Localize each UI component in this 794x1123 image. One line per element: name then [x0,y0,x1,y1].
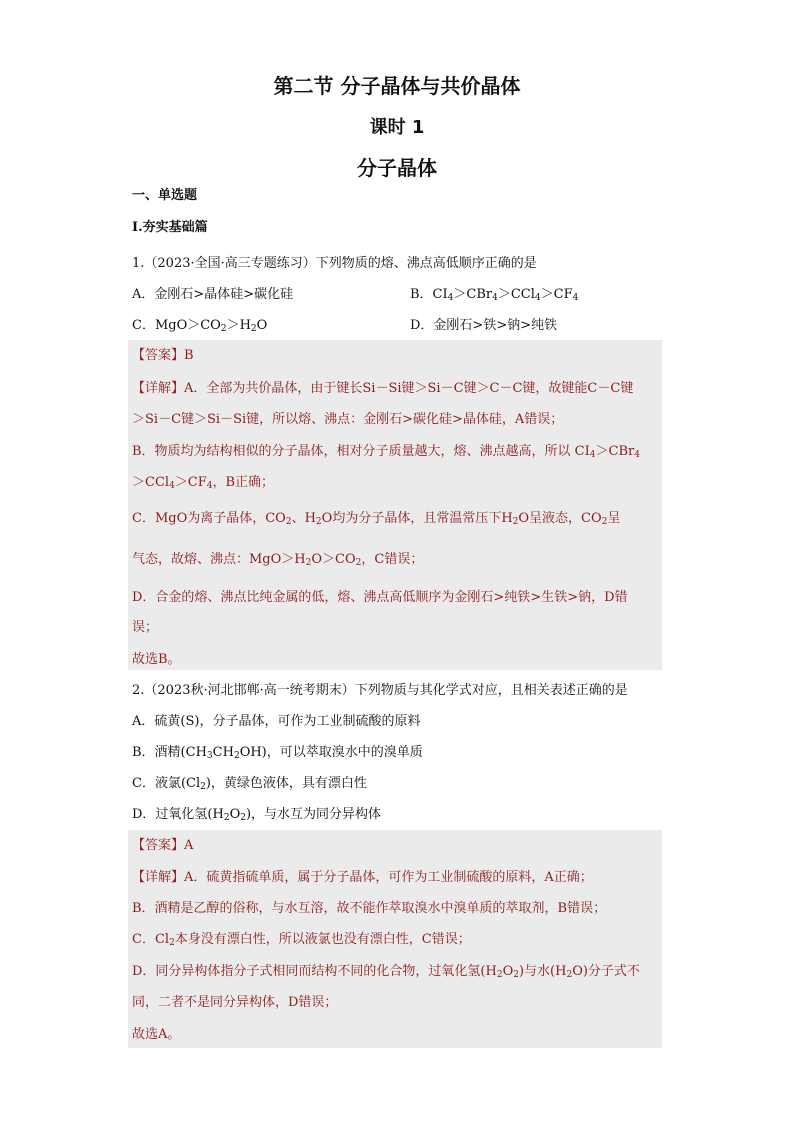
section-heading: 一、单选题 [132,188,198,203]
q1-detail-5: C．MgO为离子晶体，$CO_2$、$H_2O$均为分子晶体，且常温常压下$H_2O$呈液态，$CO_2$呈 [132,511,621,527]
q1-detail-2: ＞Si－C键＞Si－Si键，所以熔、沸点：金刚石>碳化硅>晶体硅，A错误； [132,412,564,427]
q2-option-b: B．酒精$(CH_3CH_2OH)$，可以萃取溴水中的溴单质 [132,745,423,761]
q1-option-d: D．金刚石>铁>钠>纯铁 [410,318,558,333]
q2-detail-2: B．酒精是乙醇的俗称，与水互溶，故不能作萃取溴水中溴单质的萃取剂，B错误； [132,901,607,916]
q1-detail-8: 误； [132,620,159,635]
q2-conclusion: 故选A。 [132,1027,181,1042]
q1-detail-4: $>CCl_4>CF_4$，B正确； [132,475,275,491]
q2-stem: 2.（2023秋·河北邯郸·高一统考期末）下列物质与其化学式对应，且相关表述正确的是 [132,683,628,698]
detail-tag: 【详解】 [132,381,185,396]
q1-detail-3: B．物质均为结构相似的分子晶体，相对分子质量越大，熔、沸点越高，所以 $CI_4>CBr_4$ [132,444,640,460]
q2-option-a: A．硫黄(S)，分子晶体，可作为工业制硫酸的原料 [132,714,421,729]
topic-title: 分子晶体 [357,156,437,180]
q1-detail-6: 气态，故熔、沸点：$MgO>H_2O>CO_2$，C错误； [132,552,424,568]
q1-detail-7: D．合金的熔、沸点比纯金属的低，熔、沸点高低顺序为金刚石>纯铁>生铁>钠，D错 [132,590,628,605]
q1-conclusion: 故选B。 [132,652,181,667]
q2-detail-3: C．$Cl_2$本身没有漂白性，所以液氯也没有漂白性，C错误； [132,932,471,948]
q2-option-d: D．过氧化氢$(H_2O_2)$，与水互为同分异构体 [132,807,382,823]
q2-option-c: C．液氯$(Cl_2)$，黄绿色液体，具有漂白性 [132,776,367,792]
q1-stem: 1.（2023·全国·高三专题练习）下列物质的熔、沸点高低顺序正确的是 [132,256,537,271]
q1-option-b: B．$CI_4>CBr_4>CCl_4>CF_4$ [410,287,579,303]
q2-detail-1: 【详解】A．硫黄指硫单质，属于分子晶体，可作为工业制硫酸的原料，A正确； [132,870,593,885]
section-subheading: Ⅰ.夯实基础篇 [132,220,208,235]
q1-detail-1: 【详解】A．全部为共价晶体，由于键长Si－Si键＞Si－C键＞C－C键，故键能C－C键 [132,381,634,396]
q2-answer: 【答案】A [132,838,194,853]
detail-tag: 【详解】 [132,870,185,885]
q1-option-a: A．金刚石>晶体硅>碳化硅 [132,287,294,302]
q1-answer: 【答案】B [132,348,194,363]
page-title: 第二节 分子晶体与共价晶体 [273,74,521,98]
q1-option-c: C．$MgO>CO_2>H_2O$ [132,318,268,334]
q2-detail-5: 同，二者不是同分异构体，D错误； [132,995,338,1010]
q2-detail-4: D．同分异构体指分子式相同而结构不同的化合物，过氧化氢$(H_2O_2)$与水$(H_2O)$分子式不 [132,964,640,980]
lesson-label: 课时 1 [369,117,425,138]
